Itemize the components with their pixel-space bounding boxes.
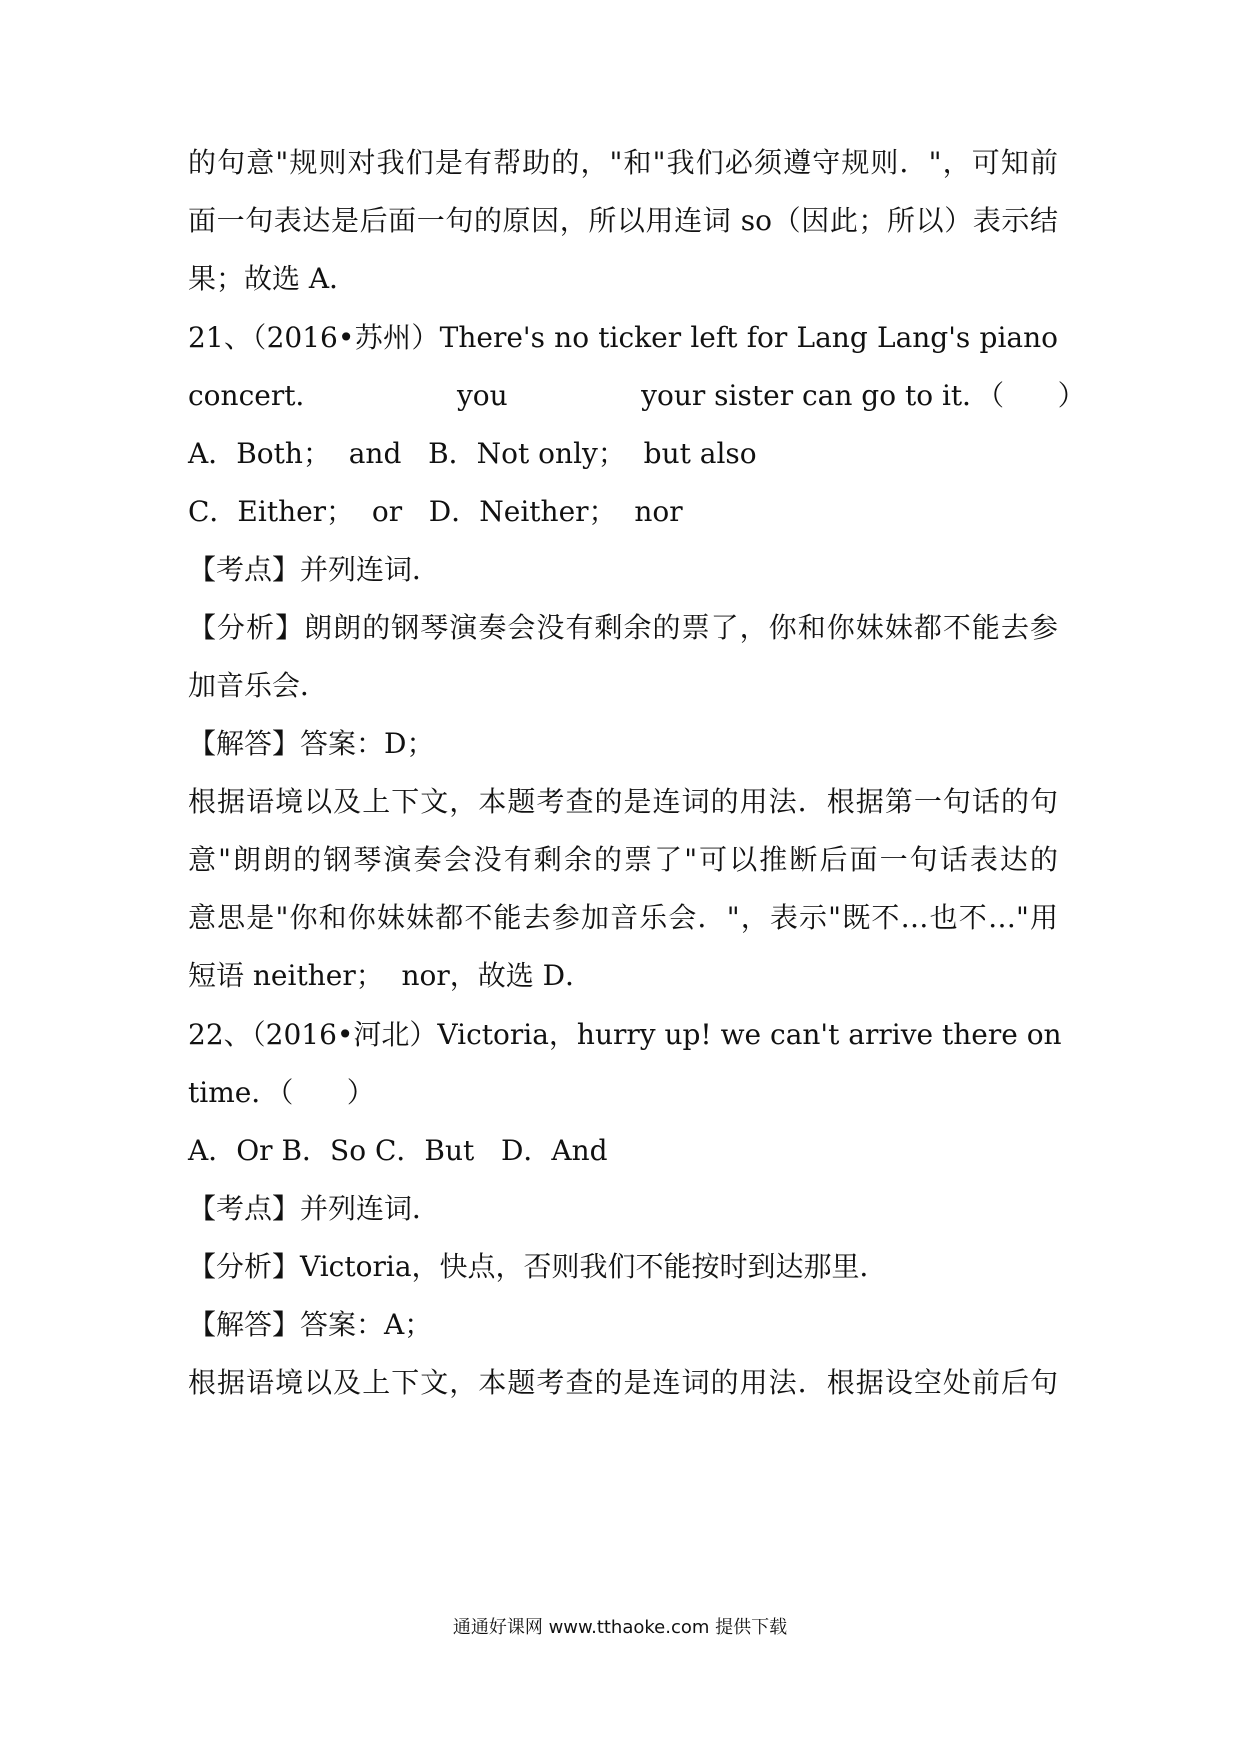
question-21-options-cd: C．Either； or D．Neither； nor [188, 495, 683, 528]
question-21-options-ab: A．Both； and B．Not only； but also [188, 437, 757, 470]
question-22-stem [188, 1015, 1062, 1055]
q21-explanation: 意"朗朗的钢琴演奏会没有剩余的票了"可以推断后面一句话表达的 [188, 843, 1058, 876]
q22-stem-start: 22、（2016•河北）Victoria，hurry up! [188, 1018, 712, 1051]
q22-explanation: 根据语境以及上下文，本题考查的是连词的用法．根据设空处前后句 [188, 1366, 1058, 1399]
q21-explanation: 短语 neither； nor，故选 D． [188, 959, 594, 992]
q21-explanation: 根据语境以及上下文，本题考查的是连词的用法．根据第一句话的句 [188, 785, 1058, 818]
q21-explanation: 意思是"你和你妹妹都不能去参加音乐会．"，表示"既不…也不…"用 [188, 901, 1058, 934]
question-22-stem-cont: time．（ ） [188, 1076, 375, 1109]
q22-fenxi: 【分析】Victoria，快点，否则我们不能按时到达那里． [188, 1250, 888, 1283]
q21-jieda: 【解答】答案：D； [188, 727, 435, 760]
question-21-stem-cont: concert． you your sister can go to it．（ ） [188, 379, 1086, 412]
q21-fenxi: 【分析】朗朗的钢琴演奏会没有剩余的票了，你和你妹妹都不能去参 [188, 611, 1058, 644]
q21-fenxi-cont: 加音乐会． [188, 669, 329, 702]
text-line: 果；故选 A． [188, 262, 358, 295]
q22-jieda: 【解答】答案：A； [188, 1308, 433, 1341]
text-line: 的句意"规则对我们是有帮助的，"和"我们必须遵守规则．"，可知前 [188, 146, 1058, 179]
question-22-options: A．Or B．So C．But D．And [188, 1134, 608, 1167]
q22-stem-end: we can't arrive there on [711, 1018, 1062, 1051]
page-footer: 通通好课网 www.tthaoke.com 提供下载 [452, 1617, 788, 1638]
question-21-stem: 21、（2016•苏州）There's no ticker left for Lang Lang's piano [188, 321, 1058, 354]
q22-kaodian: 【考点】并列连词． [188, 1192, 441, 1225]
text-line: 面一句表达是后面一句的原因，所以用连词 so（因此；所以）表示结 [188, 204, 1058, 237]
q21-kaodian: 【考点】并列连词． [188, 553, 441, 586]
